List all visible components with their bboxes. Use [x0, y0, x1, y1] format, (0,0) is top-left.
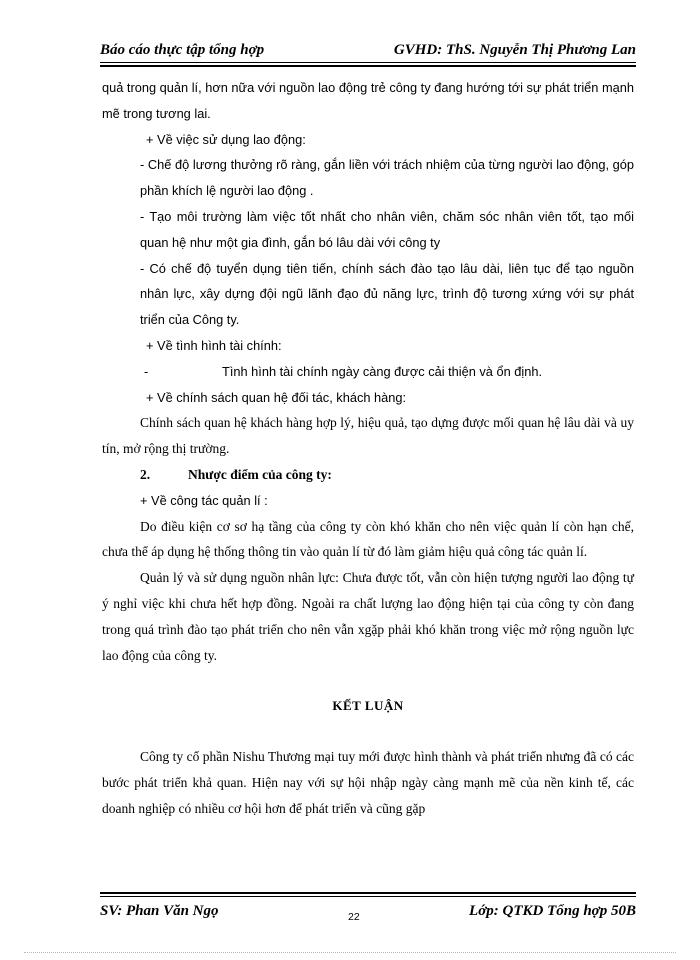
labor-item-salary: - Chế độ lương thưởng rõ ràng, gắn liền với trách nhiệm của từng người lao động, góp phần khích lệ người lao động . — [140, 157, 634, 199]
page-header — [100, 40, 636, 60]
section-2-title: Nhược điểm của công ty: — [188, 466, 332, 482]
document-body — [102, 75, 634, 822]
management-text: Do điều kiện cơ sơ hạ tầng của công ty còn khó khăn cho nên việc quản lí còn hạn chế, chưa thể áp dụng hệ thống thông tin vào quản lí từ đó làm giảm hiệu quả công tác quản lí. — [102, 518, 634, 560]
conclusion-text: Công ty cổ phần Nishu Thương mại tuy mới được hình thành và phát triển nhưng đã có các bước phát triển khả quan. Hiện nay với sự hội nhập ngày càng mạnh mẽ của nền kinh tế, các doanh nghiệp có nhiều cơ hội hơn để phát triển và cũng gặp — [102, 749, 634, 816]
page-number: 22 — [348, 911, 360, 923]
header-rule-thick — [100, 65, 636, 67]
footer-rule — [100, 896, 636, 897]
partner-policy-text: Chính sách quan hệ khách hàng hợp lý, hiệu quả, tạo dựng được mối quan hệ lâu dài và uy tín, mở rộng thị trường. — [102, 415, 634, 457]
labor-usage-heading: + Về việc sử dụng lao động: — [146, 131, 306, 147]
page-boundary — [24, 952, 676, 953]
partner-policy-heading: + Về chính sách quan hệ đối tác, khách hàng: — [146, 389, 407, 405]
header-report-title: Báo cáo thực tập tổng hợp — [100, 42, 265, 58]
paragraph-continuation: quả trong quản lí, hơn nữa với nguồn lao động trẻ công ty đang hướng tới sự phát triển mạnh mẽ trong tương lai. — [102, 80, 634, 121]
footer-student-name: SV: Phan Văn Ngọ — [100, 903, 219, 919]
finance-list-item — [102, 359, 634, 385]
finance-item-text: Tình hình tài chính ngày càng được cải thiện và ổn định. — [222, 363, 543, 379]
labor-item-environment: - Tạo môi trường làm việc tốt nhất cho nhân viên, chăm sóc nhân viên tốt, tạo mối quan hệ như một gia đình, gắn bó lâu dài với công ty — [140, 208, 634, 250]
header-supervisor: GVHD: ThS. Nguyễn Thị Phương Lan — [393, 42, 636, 58]
header-rule — [100, 62, 636, 63]
conclusion-heading: KẾT LUẬN — [332, 698, 404, 714]
section-2-heading — [102, 462, 634, 488]
human-resources-text: Quản lý và sử dụng nguồn nhân lực: Chưa được tốt, vẫn còn hiện tượng người lao động tự ý nghỉ việc khi chưa hết hợp đồng. Ngoài ra chất lượng lao động hiện tại của công ty còn đang trong quá trình đào tạo phát triển cho nên vẫn xgặp phải khó khăn trong việc mở rộng nguồn lực lao động của công ty. — [102, 570, 634, 663]
section-2-number: 2. — [140, 466, 151, 482]
bullet-dash: - — [144, 363, 149, 379]
footer-rule-thick — [100, 892, 636, 894]
footer-class-name: Lớp: QTKD Tổng hợp 50B — [469, 903, 636, 919]
labor-item-recruitment: - Có chế độ tuyển dụng tiên tiến, chính sách đào tạo lâu dài, liên tục để tạo nguồn nhân lực, xây dựng đội ngũ lãnh đạo đủ năng lực, trình độ tương xứng với sự phát triển của Công ty. — [140, 260, 634, 328]
management-heading: + Về công tác quản lí : — [140, 492, 268, 508]
finance-heading: + Về tình hình tài chính: — [146, 337, 282, 353]
